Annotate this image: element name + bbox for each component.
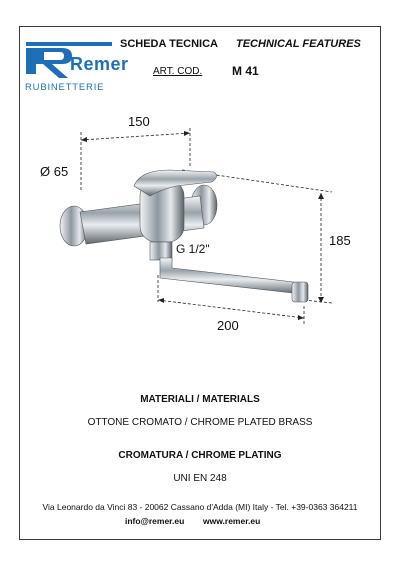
dim-diameter: Ø 65	[40, 164, 69, 179]
plating-value: UNI EN 248	[173, 473, 227, 484]
footer-email[interactable]: info@remer.eu	[125, 516, 185, 526]
title-english: TECHNICAL FEATURES	[236, 38, 361, 50]
footer-address: Via Leonardo da Vinci 83 - 20062 Cassano d'Adda (MI) Italy - Tel. +39-0363 364211	[42, 502, 358, 512]
footer-website[interactable]: www.remer.eu	[203, 516, 261, 526]
materials-value: OTTONE CROMATO / CHROME PLATED BRASS	[87, 417, 313, 428]
plating-heading: CROMATURA / CHROME PLATING	[118, 450, 282, 461]
dim-thread: G 1/2"	[176, 242, 210, 256]
title-italian: SCHEDA TECNICA	[120, 38, 218, 50]
art-code-value: M 41	[232, 64, 259, 78]
dim-spout-length: 200	[217, 318, 239, 333]
logo-subtitle: RUBINETTERIE	[25, 82, 105, 93]
art-code-label: ART. COD.	[153, 66, 203, 77]
materials-heading: MATERIALI / MATERIALS	[140, 394, 260, 405]
dim-height: 185	[329, 233, 351, 248]
dim-width-top: 150	[128, 114, 150, 129]
logo-brand: Remer	[70, 54, 129, 74]
